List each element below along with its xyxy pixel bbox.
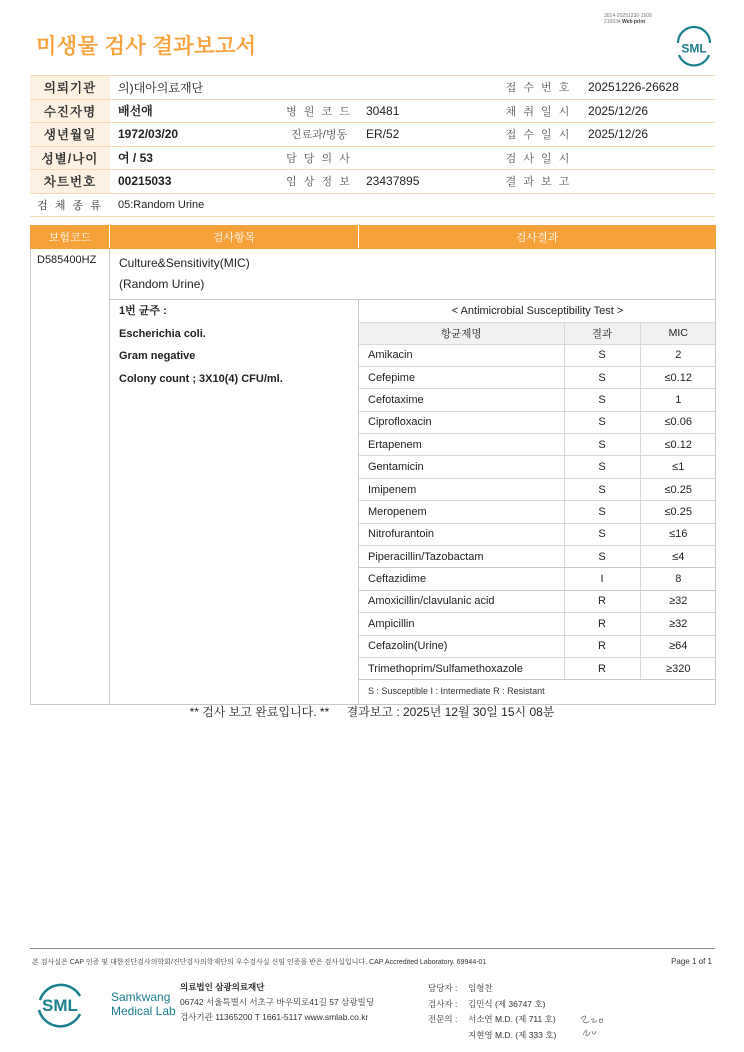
report-time: 결과보고 : 2025년 12월 30일 15시 08분 xyxy=(346,705,555,719)
patient-name-label: 수진자명 xyxy=(30,99,110,123)
receipt-no-value: 20251226-26628 xyxy=(580,76,715,100)
ast-result: R xyxy=(564,657,640,679)
ast-result: R xyxy=(564,613,640,635)
ast-drug: Cefazolin(Urine) xyxy=(359,635,564,657)
test-item-specimen: (Random Urine) xyxy=(119,277,205,291)
ast-result: S xyxy=(564,456,640,478)
ast-body xyxy=(359,344,716,680)
organism-name: Escherichia coli. xyxy=(119,327,206,340)
ast-drug: Amikacin xyxy=(359,344,564,366)
ast-row xyxy=(359,411,716,433)
birth-label: 생년월일 xyxy=(30,123,110,147)
staff-expert-name-1: 서소연 M.D. (제 711 호) xyxy=(468,1014,556,1024)
staff-tester-name: 김민식 (제 36747 호) xyxy=(468,998,546,1009)
ast-mic: ≥64 xyxy=(640,635,716,657)
ast-drug: Cefotaxime xyxy=(359,389,564,411)
organism-gram: Gram negative xyxy=(119,350,196,362)
staff-charge-label: 담당자 : xyxy=(428,983,458,993)
staff-expert-2: 지현영 M.D. (제 333 호) xyxy=(468,1029,557,1040)
staff-expert xyxy=(428,1012,556,1028)
ast-row xyxy=(359,613,716,635)
ast-row xyxy=(359,344,716,366)
ast-result: S xyxy=(564,501,640,523)
logo-name-1: Samkwang xyxy=(111,990,171,1004)
ast-row xyxy=(359,456,716,478)
ast-drug: Trimethoprim/Sulfamethoxazole xyxy=(359,657,564,679)
patient-info-table xyxy=(30,75,715,217)
organism-info xyxy=(110,300,359,705)
ast-row xyxy=(359,434,716,456)
info-row xyxy=(30,193,715,217)
ast-mic: 1 xyxy=(640,389,716,411)
ast-mic: ≤16 xyxy=(640,523,716,545)
doctor-label: 담 당 의 사 xyxy=(280,146,358,170)
ast-drug: Ciprofloxacin xyxy=(359,411,564,433)
print-stamp-line1: 3014-20251230-1509 xyxy=(604,13,652,19)
ast-row xyxy=(359,389,716,411)
info-row xyxy=(30,123,715,147)
ast-mic: ≤0.12 xyxy=(640,366,716,388)
ast-mic: ≥32 xyxy=(640,590,716,612)
insurance-code: D585400HZ xyxy=(31,249,110,705)
report-done: ** 검사 보고 완료입니다. ** xyxy=(189,705,330,719)
ast-mic: ≤0.06 xyxy=(640,411,716,433)
staff-charge xyxy=(428,981,556,997)
results-header-row xyxy=(31,226,716,249)
ast-row xyxy=(359,590,716,612)
header-code: 보험코드 xyxy=(31,226,110,249)
info-row xyxy=(30,99,715,123)
ast-legend-row xyxy=(359,680,716,701)
doctor-value xyxy=(358,146,497,170)
ast-row xyxy=(359,635,716,657)
ast-result: S xyxy=(564,344,640,366)
logo-text: SML xyxy=(681,41,707,56)
sml-logo-icon xyxy=(674,26,714,66)
ast-result: S xyxy=(564,546,640,568)
ast-result: S xyxy=(564,523,640,545)
ast-row xyxy=(359,478,716,500)
test-date-label: 검 사 일 시 xyxy=(497,146,580,170)
ast-mic: ≤4 xyxy=(640,546,716,568)
hospital-code-label: 병 원 코 드 xyxy=(280,99,358,123)
dept-value: ER/52 xyxy=(358,123,497,147)
ast-row xyxy=(359,523,716,545)
signature-icon xyxy=(578,1010,612,1040)
ast-drug: Ertapenem xyxy=(359,434,564,456)
chart-no-label: 차트번호 xyxy=(30,170,110,194)
staff-expert-label: 전문의 : xyxy=(428,1014,458,1024)
request-org-value: 의)대아의료재단 xyxy=(110,76,497,100)
ast-result: R xyxy=(564,635,640,657)
ast-header-drug: 항균제명 xyxy=(359,322,564,344)
info-row xyxy=(30,76,715,100)
ast-mic: ≤0.25 xyxy=(640,501,716,523)
sex-age-label: 성별/나이 xyxy=(30,146,110,170)
ast-header-result: 결과 xyxy=(564,322,640,344)
ast-result: S xyxy=(564,366,640,388)
clinical-label: 임 상 정 보 xyxy=(280,170,358,194)
ast-row xyxy=(359,657,716,679)
birth-value: 1972/03/20 xyxy=(110,123,280,147)
page-number: Page 1 of 1 xyxy=(671,957,712,966)
ast-drug: Piperacillin/Tazobactam xyxy=(359,546,564,568)
staff-charge-name: 임형찬 xyxy=(468,983,493,993)
ast-drug: Gentamicin xyxy=(359,456,564,478)
test-date-value xyxy=(580,146,715,170)
ast-drug: Amoxicillin/clavulanic acid xyxy=(359,590,564,612)
ast-result: I xyxy=(564,568,640,590)
org-address: 06742 서울특별시 서초구 바우뫼로41길 57 삼광빌딩 xyxy=(180,997,374,1007)
ast-result: S xyxy=(564,411,640,433)
logo-name-2: Medical Lab xyxy=(111,1004,176,1018)
ast-row xyxy=(359,546,716,568)
specimen-label: 검 체 종 류 xyxy=(30,193,110,217)
ast-drug: Nitrofurantoin xyxy=(359,523,564,545)
test-item-name: Culture&Sensitivity(MIC) xyxy=(119,256,250,270)
organism-label: 1번 균주 : xyxy=(119,305,167,317)
collect-date-value: 2025/12/26 xyxy=(580,99,715,123)
collect-date-label: 채 취 일 시 xyxy=(497,99,580,123)
hospital-code-value: 30481 xyxy=(358,99,497,123)
info-row xyxy=(30,170,715,194)
ast-drug: Imipenem xyxy=(359,478,564,500)
logo-text: SML xyxy=(42,996,78,1015)
ast-table xyxy=(359,300,716,701)
dept-label: 진료과/병동 xyxy=(280,123,358,147)
staff-tester xyxy=(428,997,556,1013)
ast-result: S xyxy=(564,389,640,411)
info-row xyxy=(30,146,715,170)
page-title: 미생물 검사 결과보고서 xyxy=(36,35,257,58)
ast-mic: ≤0.25 xyxy=(640,478,716,500)
header-item: 검사항목 xyxy=(110,226,359,249)
ast-drug: Ceftazidime xyxy=(359,568,564,590)
ast-result: S xyxy=(564,478,640,500)
ast-title: < Antimicrobial Susceptibility Test > xyxy=(359,300,716,322)
ast-legend: S : Susceptible I : Intermediate R : Resistant xyxy=(368,685,545,696)
print-stamp-line2 xyxy=(604,19,674,25)
print-stamp-type: Web print xyxy=(622,19,646,25)
chart-no-value: 00215033 xyxy=(110,170,280,194)
receipt-no-label: 접 수 번 호 xyxy=(497,76,580,100)
specimen-value: 05:Random Urine xyxy=(110,193,715,217)
ast-row xyxy=(359,568,716,590)
sex-age-value: 여 / 53 xyxy=(110,146,280,170)
results-item-row xyxy=(31,249,716,300)
ast-row xyxy=(359,501,716,523)
ast-drug: Cefepime xyxy=(359,366,564,388)
ast-cell xyxy=(359,300,716,705)
request-org-label: 의뢰기관 xyxy=(30,76,110,100)
header-result: 검사결과 xyxy=(359,226,716,249)
receive-date-value: 2025/12/26 xyxy=(580,123,715,147)
print-stamp xyxy=(604,13,674,25)
report-status-line xyxy=(0,703,744,720)
ast-mic: 2 xyxy=(640,344,716,366)
ast-mic: ≤0.12 xyxy=(640,434,716,456)
footer-divider xyxy=(30,948,715,949)
ast-result: R xyxy=(564,590,640,612)
results-detail-row xyxy=(31,300,716,705)
test-item xyxy=(110,249,716,300)
clinical-value: 23437895 xyxy=(358,170,497,194)
ast-header-mic: MIC xyxy=(640,322,716,344)
results-table xyxy=(30,225,716,705)
staff-tester-label: 검사자 : xyxy=(428,998,458,1009)
ast-mic: ≥320 xyxy=(640,657,716,679)
ast-row xyxy=(359,366,716,388)
accreditation-note: 본 검사실은 CAP 인증 및 대한진단검사의학회/진단검사의학재단의 우수검사실 신임 인증을 받은 검사실입니다. CAP Accredited Laboratory. 69944-01 xyxy=(32,959,487,966)
org-institution: 검사기관 11365200 T 1661-5117 www.smlab.co.kr xyxy=(180,1012,369,1022)
result-report-value xyxy=(580,170,715,194)
patient-name-value: 배선애 xyxy=(110,99,280,123)
ast-drug: Ampicillin xyxy=(359,613,564,635)
samkwang-logo-icon xyxy=(36,980,176,1028)
ast-drug: Meropenem xyxy=(359,501,564,523)
ast-result: S xyxy=(564,434,640,456)
ast-mic: 8 xyxy=(640,568,716,590)
ast-mic: ≤1 xyxy=(640,456,716,478)
staff-list xyxy=(428,981,556,1043)
receive-date-label: 접 수 일 시 xyxy=(497,123,580,147)
result-report-label: 결 과 보 고 xyxy=(497,170,580,194)
ast-mic: ≥32 xyxy=(640,613,716,635)
print-stamp-id: 210034 xyxy=(604,19,621,25)
ast-header-row xyxy=(359,322,716,344)
organism-colony: Colony count ; 3X10(4) CFU/ml. xyxy=(119,372,283,385)
ast-title-row xyxy=(359,300,716,322)
org-name: 의료법인 삼광의료재단 xyxy=(180,982,265,992)
